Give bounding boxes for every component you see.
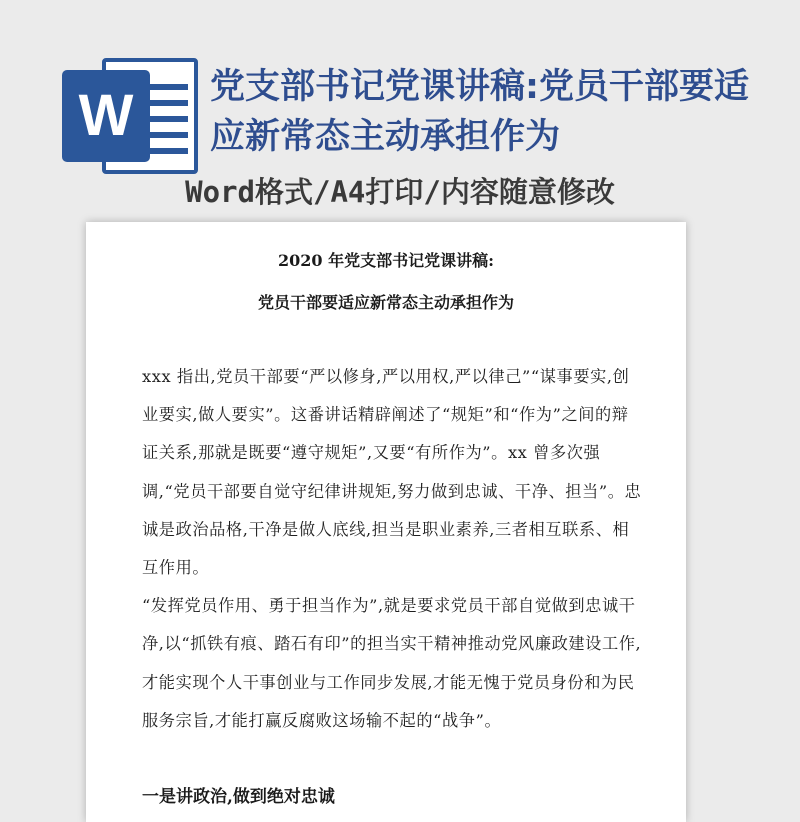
banner <box>0 0 800 232</box>
banner-subtitle: Word格式/A4打印/内容随意修改 <box>185 175 615 209</box>
section-heading: 一是讲政治,做到绝对忠诚 <box>142 787 335 807</box>
paragraph-2: “发挥党员作用、勇于担当作为”,就是要求党员干部自觉做到忠诚干净,以“抓铁有痕、踏石有印”的担当实干精神推动党风廉政建设工作,才能实现个人干事创业与工作同步发展,才能无愧于党员身份和为民服务宗旨,才能打赢反腐败这场输不起的“战争”。 <box>142 596 642 730</box>
word-logo-letter: W <box>62 70 150 162</box>
paragraph-1: xxx 指出,党员干部要“严以修身,严以用权,严以律己”“谋事要实,创业要实,做人要实”。这番讲话精辟阐述了“规矩”和“作为”之间的辩证关系,那就是既要“遵守规矩”,又要“有所作为”。xx 曾多次强调,“党员干部要自觉守纪律讲规矩,努力做到忠诚、干净、担当”。忠诚是政治品格,干净是做人底线,担当是职业素养,三者相互联系、相互作用。 <box>142 367 642 578</box>
document-title-line-1: 2020 年党支部书记党课讲稿: <box>277 251 494 270</box>
banner-title: 党支部书记党课讲稿:党员干部要适应新常态主动承担作为 <box>210 67 749 157</box>
document-page <box>86 222 686 822</box>
document-body <box>142 358 642 740</box>
word-logo-icon <box>62 52 202 180</box>
document-title-line-2: 党员干部要适应新常态主动承担作为 <box>257 293 514 312</box>
